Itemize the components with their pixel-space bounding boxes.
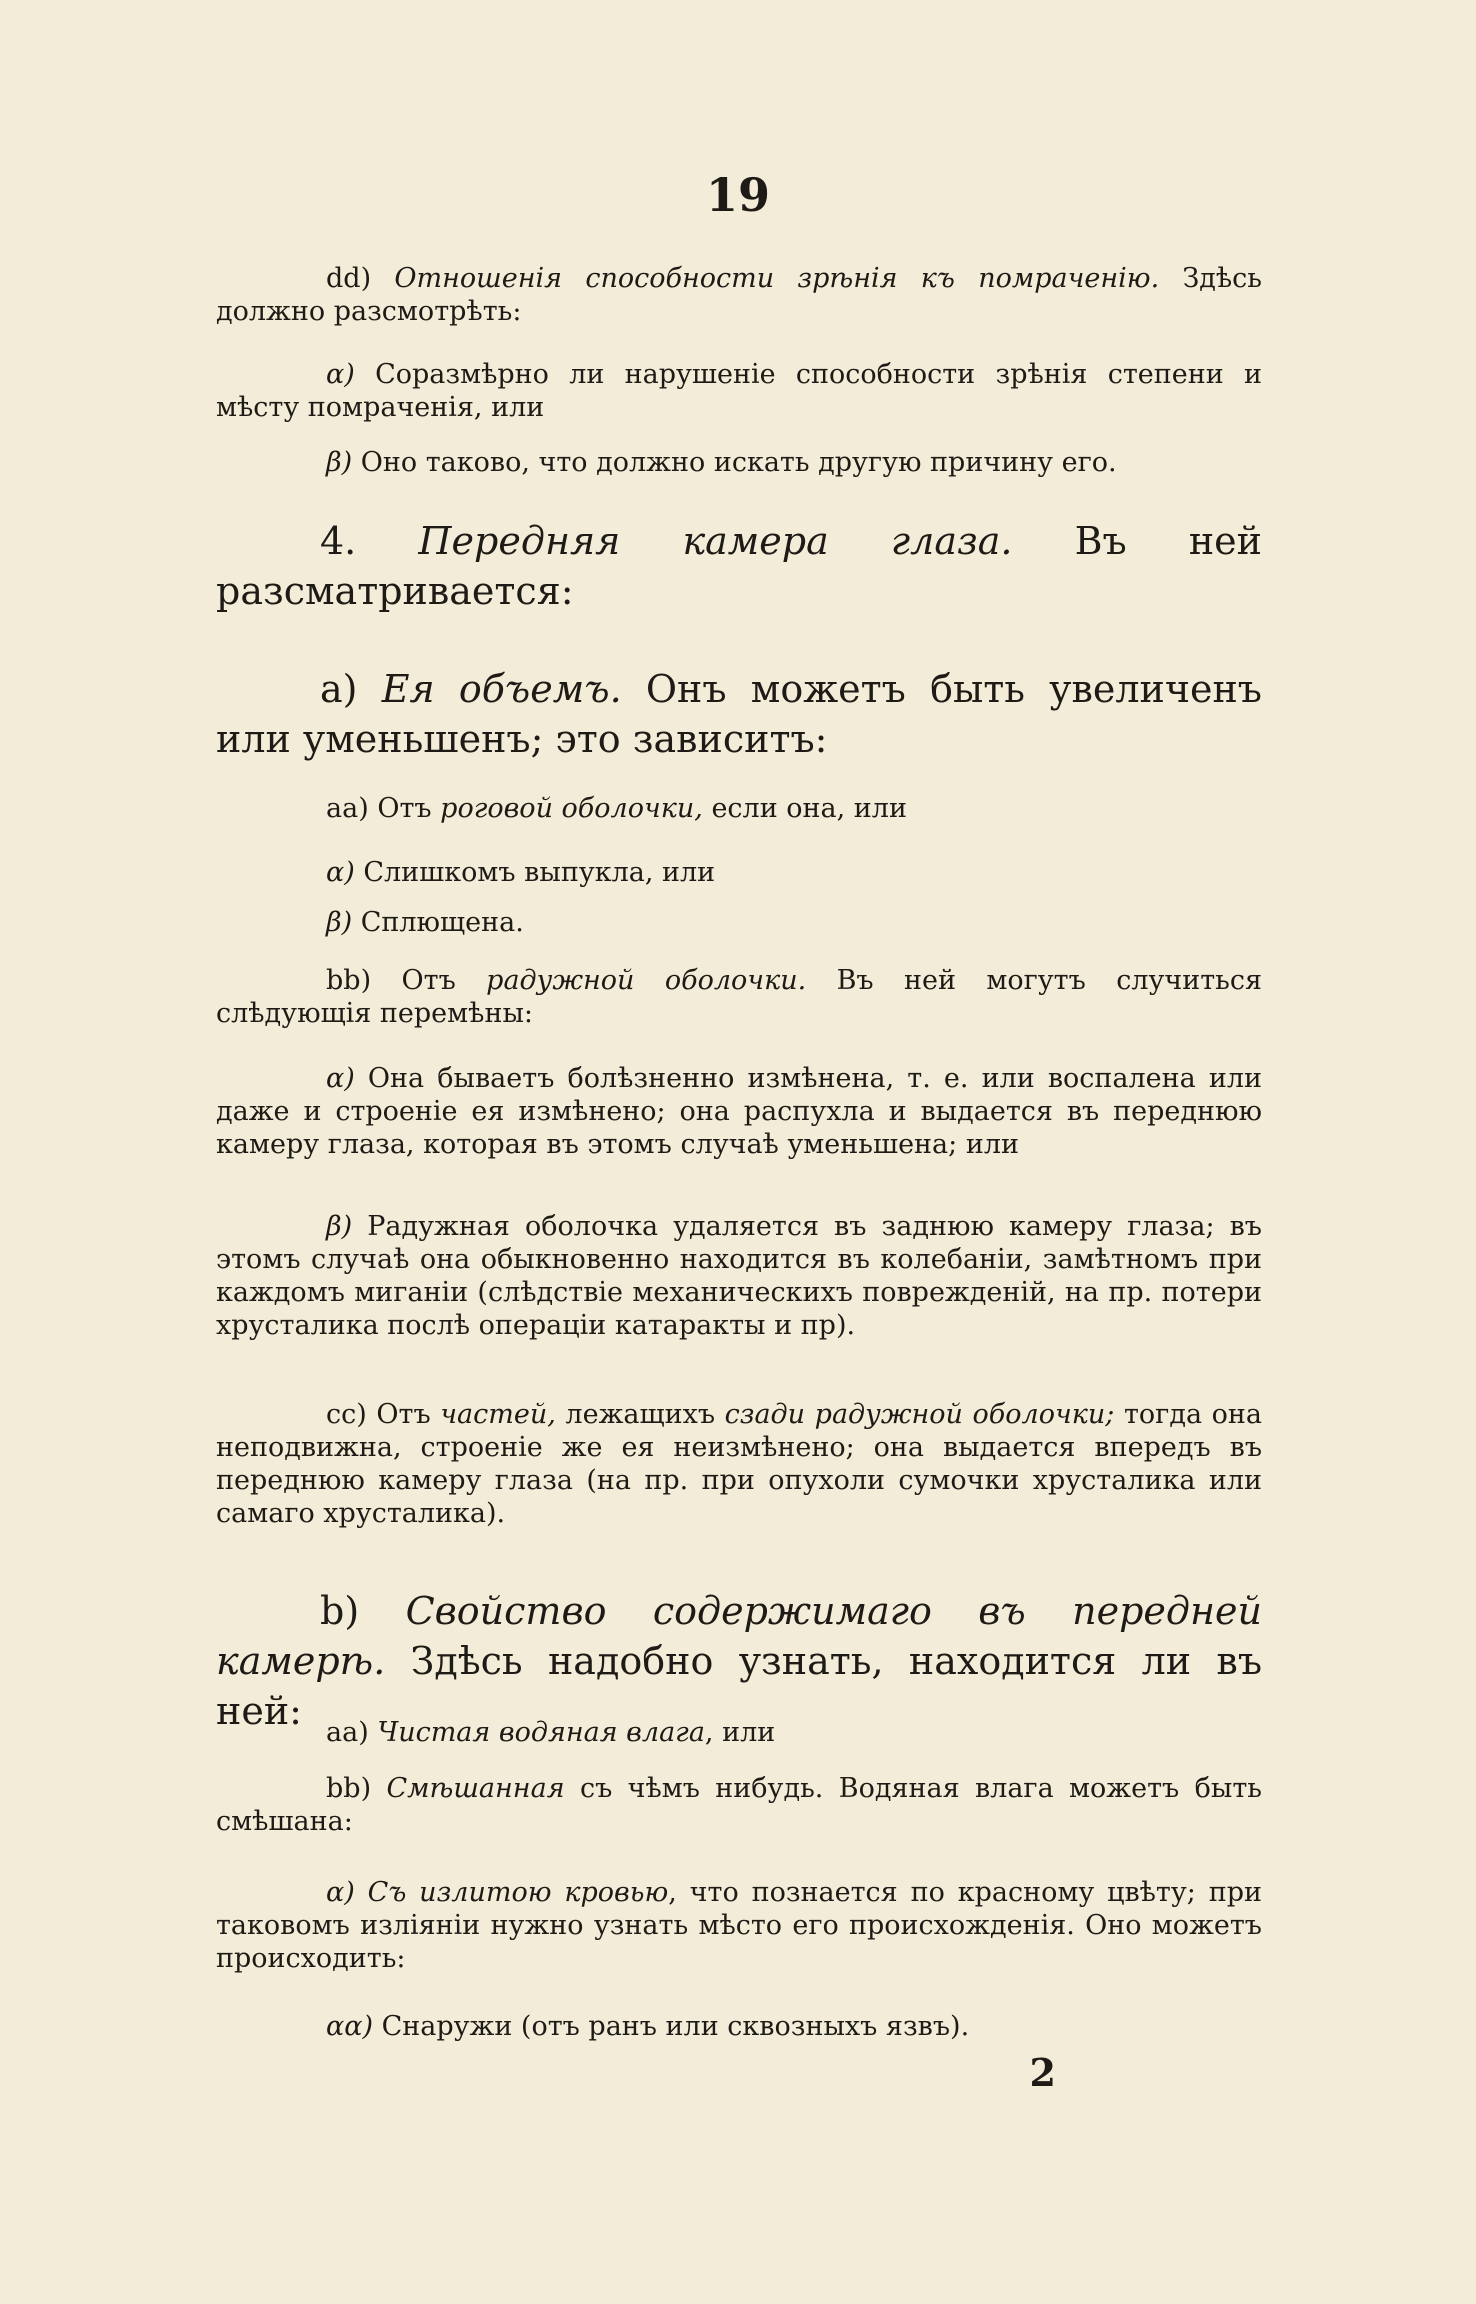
paragraph-beta: β) Оно таково, что должно искать другую причину его. bbox=[326, 447, 1117, 478]
paragraph-aa-2: aa) Чистая водяная влага, или bbox=[326, 1717, 776, 1748]
paragraph-alpha-alpha: αα) Снаружи (отъ ранъ или сквозныхъ язвъ). bbox=[326, 2011, 970, 2042]
paragraph-beta-2: β) Сплющена. bbox=[326, 907, 524, 938]
paragraph-alpha: α) Соразмѣрно ли нарушеніе способности зрѣнія степени и мѣсту помраченія, или bbox=[216, 359, 1262, 423]
page-number: 19 bbox=[705, 168, 770, 222]
paragraph-bb-2: bb) Смѣшанная съ чѣмъ нибудь. Водяная влага можетъ быть смѣшана: bbox=[216, 1773, 1262, 1837]
paragraph-alpha-2: α) Слишкомъ выпукла, или bbox=[326, 857, 716, 888]
paragraph-alpha-3: α) Она бываетъ болѣзненно измѣнена, т. е. или воспалена или даже и строеніе ея измѣнено; она распухла и выдается въ переднюю камеру глаза, которая въ этомъ случаѣ уменьшена; или bbox=[216, 1063, 1262, 1160]
section-heading-4: 4. Передняя камера глаза. Въ ней разсматривается: bbox=[216, 519, 1262, 613]
paragraph-alpha-4: α) Съ излитою кровью, что познается по красному цвѣту; при таковомъ изліяніи нужно узнать мѣсто его происхожденія. Оно можетъ происходить: bbox=[216, 1877, 1262, 1974]
paragraph-aa: aa) Отъ роговой оболочки, если она, или bbox=[326, 793, 907, 824]
paragraph-cc: cc) Отъ частей, лежащихъ сзади радужной оболочки; тогда она неподвижна, строеніе же ея неизмѣнено; она выдается впередъ въ переднюю камеру глаза (на пр. при опухоли сумочки хрусталика или самаго хрусталика). bbox=[216, 1399, 1263, 1529]
paragraph-dd: dd) Отношенія способности зрѣнія къ помраченію. Здѣсь должно разсмотрѣть: bbox=[216, 263, 1262, 327]
paragraph-beta-3: β) Радужная оболочка удаляется въ заднюю камеру глаза; въ этомъ случаѣ она обыкновенно находится въ колебаніи, замѣтномъ при каждомъ миганіи (слѣдствіе механическихъ поврежденій, на пр. потери хрусталика послѣ операціи катаракты и пр). bbox=[216, 1211, 1262, 1341]
paragraph-bb: bb) Отъ радужной оболочки. Въ ней могутъ случиться слѣдующія перемѣны: bbox=[216, 965, 1262, 1029]
signature-mark: 2 bbox=[1029, 2050, 1056, 2095]
paragraph-a: a) Ея объемъ. Онъ можетъ быть увеличенъ или уменьшенъ; это зависитъ: bbox=[216, 667, 1262, 761]
paragraph-b: b) Свойство содержимаго въ передней камерѣ. Здѣсь надобно узнать, находится ли въ ней: bbox=[216, 1589, 1262, 1733]
